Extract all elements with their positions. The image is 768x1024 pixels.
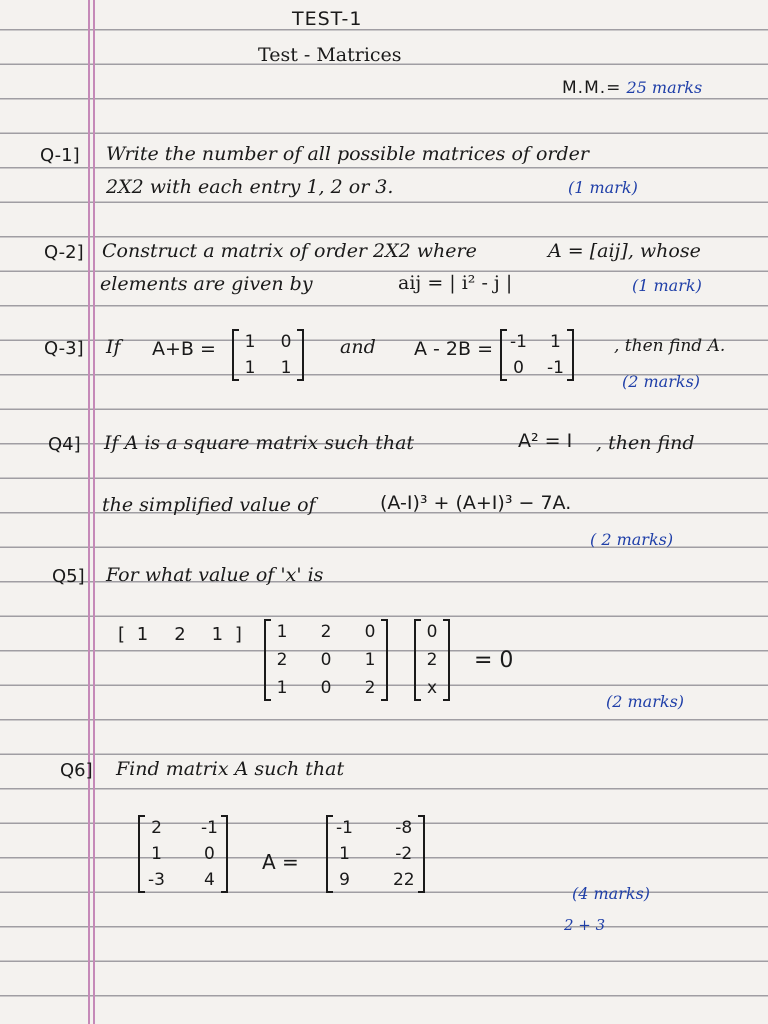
q3-matrix-1-cell: 1 [244,358,256,378]
q3-matrix-1-cell: 0 [280,332,292,352]
test-title: Test - Matrices [258,44,402,66]
max-marks [562,78,702,98]
q4-cond: A² = I [518,430,573,452]
q3-if: If [106,336,121,358]
q5-matrix-cell: 1 [364,650,376,670]
q2-line1b: A = [aij], whose [548,240,701,262]
q3-lhs1: A+B = [152,338,216,360]
q3-matrix-2-cell: -1 [546,358,564,378]
q6-matrix-left-cell: 1 [151,844,162,864]
q5-matrix-cell: 0 [364,622,376,642]
max-marks-value: 25 marks [626,78,703,97]
q5-column-vector-cell: x [426,678,438,698]
margin-line [93,0,95,1024]
q6-matrix-right-cell: 1 [339,844,350,864]
q3-and: and [340,336,376,358]
q3-matrix-2-cell: 1 [550,332,561,352]
q1-line2: 2X2 with each entry 1, 2 or 3. [106,176,394,198]
margin-line [88,0,90,1024]
q5-row-vector-cell: 1 [211,624,224,645]
q5-matrix-cell: 1 [276,678,288,698]
q5-matrix-cell: 0 [320,650,332,670]
q3-matrix-1-cell: 1 [244,332,256,352]
q5-line1: For what value of 'x' is [106,564,324,586]
q6-mid: A = [262,850,299,874]
q6-matrix-left [138,816,228,892]
q1-marks: (1 mark) [568,178,638,197]
test-number: TEST-1 [292,8,363,30]
q2-line2a: elements are given by [100,273,313,295]
q6-matrix-right-cell: 9 [339,870,350,890]
q4-marks: ( 2 marks) [590,530,674,549]
q5-marks: (2 marks) [606,692,685,711]
q5-matrix-cell: 2 [276,650,288,670]
q6-matrix-right-cell: -1 [336,818,353,838]
q2-marks: (1 mark) [632,276,702,295]
q3-matrix-1 [232,330,304,380]
q6-label: Q6] [60,760,93,781]
q6-matrix-right-cell: 22 [392,870,415,890]
q6-split: 2 + 3 [564,916,606,934]
q5-matrix-cell: 1 [276,622,288,642]
q5-matrix-cell: 2 [364,678,376,698]
q6-matrix-left-cell: 0 [204,844,215,864]
q5-column-vector [414,620,450,700]
q2-label: Q-2] [44,242,84,263]
q3-matrix-2 [500,330,574,380]
q6-matrix-right-cell: -8 [395,818,413,838]
q3-matrix-2-cell: -1 [510,332,527,352]
q3-matrix-2-cell: 0 [513,358,524,378]
q5-label: Q5] [52,566,85,587]
q6-matrix-left-cell: -1 [200,818,218,838]
q3-marks: (2 marks) [622,372,701,391]
q5-matrix-cell: 0 [320,678,332,698]
q6-line1: Find matrix A such that [116,758,345,780]
q1-label: Q-1] [40,145,80,166]
q6-matrix-left-cell: -3 [148,870,165,890]
q4-label: Q4] [48,434,81,455]
q5-row-vector: [ 1 2 1 ] [118,624,242,645]
q6-marks: (4 marks) [572,884,651,903]
q3-label: Q-3] [44,338,84,359]
q4-expr: (A-I)³ + (A+I)³ − 7A. [380,492,572,514]
q4-line1a: If A is a square matrix such that [104,432,415,454]
q6-matrix-left-cell: 2 [151,818,162,838]
q1-line1: Write the number of all possible matrices of order [106,143,589,165]
q3-matrix-1-cell: 1 [280,358,292,378]
q2-formula: aij = | i² - j | [398,272,513,294]
q6-matrix-left-cell: 4 [204,870,215,890]
q5-matrix [264,620,388,700]
q6-matrix-right [326,816,425,892]
q5-row-vector-cell: 1 [136,624,149,645]
q4-line2a: the simplified value of [102,494,316,516]
q5-equals-zero: = 0 [474,648,514,673]
q3-lhs2: A - 2B = [414,338,494,360]
q4-line1b: , then find [596,432,695,454]
q2-line1a: Construct a matrix of order 2X2 where [102,240,477,262]
q5-row-vector-cell: 2 [174,624,186,645]
q5-column-vector-cell: 0 [426,622,438,642]
q3-tail: , then find A. [614,336,726,356]
q6-matrix-right-cell: -2 [395,844,413,864]
max-marks-label: M.M.= [562,78,622,98]
q5-matrix-cell: 2 [320,622,332,642]
q5-column-vector-cell: 2 [426,650,438,670]
